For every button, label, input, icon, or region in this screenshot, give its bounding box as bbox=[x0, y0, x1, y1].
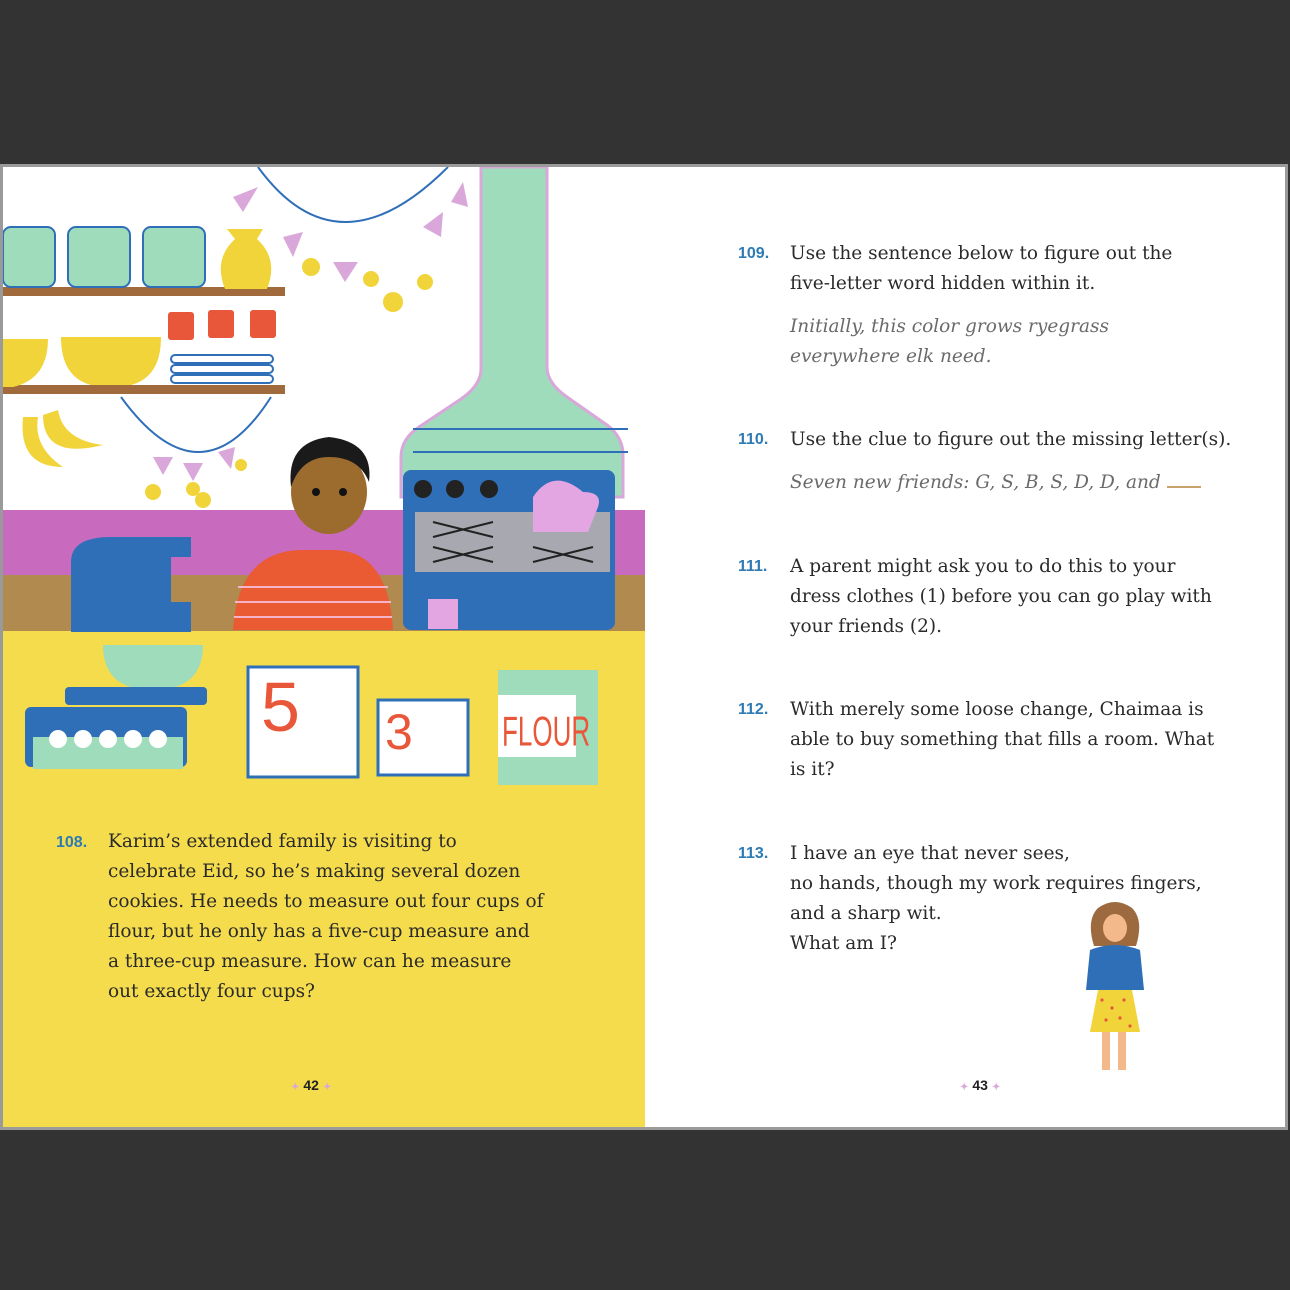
star-ornament-icon: ✦ bbox=[291, 1082, 300, 1093]
riddle-clue bbox=[790, 468, 1270, 498]
riddle-line: With merely some loose change, Chaimaa is bbox=[790, 699, 1204, 720]
riddle-line: cookies. He needs to measure out four cups of bbox=[108, 891, 544, 912]
riddle-113 bbox=[738, 839, 1260, 959]
riddle-line: dress clothes (1) before you can go play with bbox=[790, 586, 1212, 607]
page-number-right: ✦ 43 ✦ bbox=[960, 1077, 1001, 1093]
measuring-cup-3-label: 3 bbox=[385, 704, 413, 760]
riddle-clue bbox=[790, 312, 1260, 372]
riddle-line: five-letter word hidden within it. bbox=[790, 273, 1096, 294]
riddle-line: Karim’s extended family is visiting to bbox=[108, 831, 457, 852]
riddle-109 bbox=[738, 239, 1260, 372]
riddle-line: a three-cup measure. How can he measure bbox=[108, 951, 512, 972]
riddle-line: out exactly four cups? bbox=[108, 981, 315, 1002]
riddle-line: flour, but he only has a five-cup measure and bbox=[108, 921, 530, 942]
riddle-line: A parent might ask you to do this to your bbox=[790, 556, 1176, 577]
riddle-111 bbox=[738, 552, 1260, 642]
riddle-line: Use the clue to figure out the missing letter(s). bbox=[790, 429, 1232, 450]
clue-line: Seven new friends: G, S, B, S, D, D, and bbox=[790, 472, 1161, 493]
star-ornament-icon: ✦ bbox=[960, 1082, 969, 1093]
measuring-cup-5-label: 5 bbox=[261, 668, 300, 746]
riddle-line: able to buy something that fills a room. What bbox=[790, 729, 1215, 750]
riddle-108 bbox=[56, 827, 578, 1007]
riddle-number: 111. bbox=[738, 558, 768, 575]
girl-illustration bbox=[1080, 900, 1150, 1080]
riddle-line: and a sharp wit. bbox=[790, 903, 942, 924]
riddle-line: I have an eye that never sees, bbox=[790, 843, 1070, 864]
riddle-number: 109. bbox=[738, 245, 770, 262]
riddle-line: your friends (2). bbox=[790, 616, 943, 637]
riddle-number: 108. bbox=[56, 834, 88, 851]
riddle-line: no hands, though my work requires fingers, bbox=[790, 873, 1202, 894]
book-spread bbox=[0, 164, 1288, 1130]
flour-bag-label: FLOUR bbox=[502, 707, 591, 755]
riddle-110 bbox=[738, 425, 1270, 498]
page-number-left: ✦ 42 ✦ bbox=[291, 1077, 332, 1093]
riddle-line: celebrate Eid, so he’s making several dozen bbox=[108, 861, 521, 882]
riddle-number: 112. bbox=[738, 701, 769, 718]
page-right bbox=[645, 167, 1285, 1127]
riddle-number: 113. bbox=[738, 845, 769, 862]
clue-line: everywhere elk need. bbox=[790, 346, 992, 367]
answer-blank bbox=[1167, 486, 1201, 488]
riddle-number: 110. bbox=[738, 431, 769, 448]
page-left bbox=[3, 167, 645, 1127]
riddle-112 bbox=[738, 695, 1260, 785]
clue-line: Initially, this color grows ryegrass bbox=[790, 316, 1110, 337]
riddle-line: What am I? bbox=[790, 933, 897, 954]
star-ornament-icon: ✦ bbox=[991, 1082, 1001, 1093]
riddle-line: Use the sentence below to figure out the bbox=[790, 243, 1173, 264]
star-ornament-icon: ✦ bbox=[322, 1082, 332, 1093]
riddle-line: is it? bbox=[790, 759, 835, 780]
